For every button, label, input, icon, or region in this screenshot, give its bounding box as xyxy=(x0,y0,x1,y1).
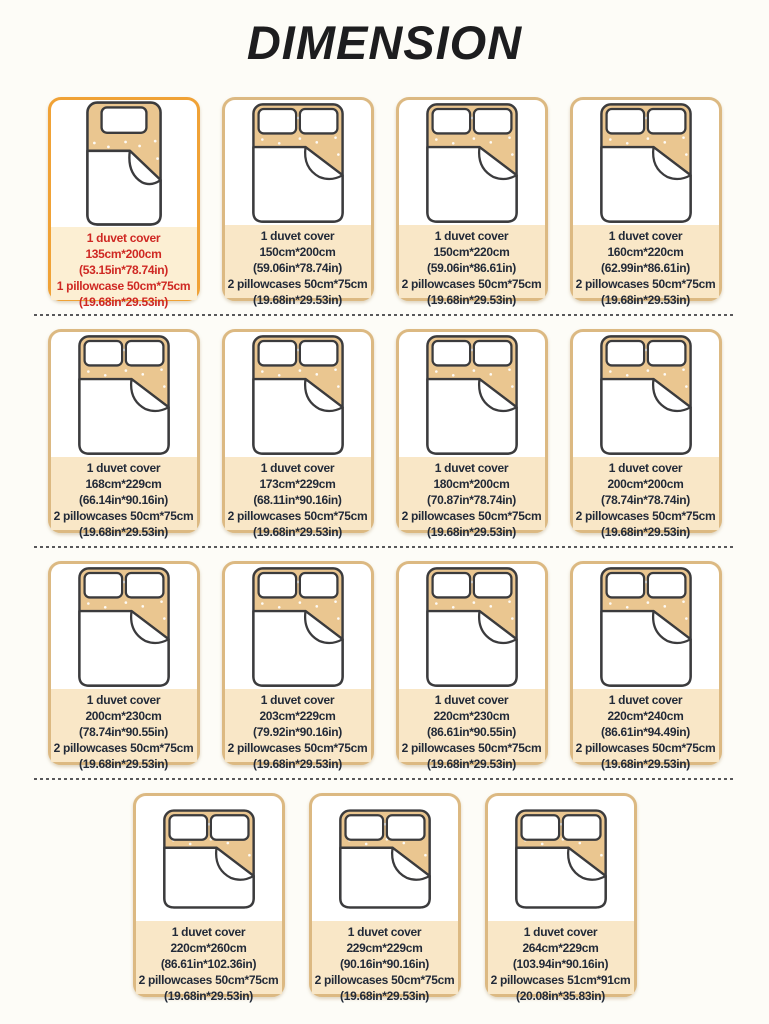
duvet-size-in: (86.61in*94.49in) xyxy=(601,725,690,739)
duvet-size-cm: 1 duvet cover 229cm*229cm xyxy=(346,925,423,955)
duvet-size-cm: 1 duvet cover 135cm*200cm xyxy=(85,231,162,261)
size-card xyxy=(222,97,374,307)
size-card xyxy=(222,329,374,539)
bed-illustration xyxy=(51,100,197,227)
duvet-size-cm: 1 duvet cover 220cm*230cm xyxy=(433,693,510,723)
pillowcase-size-in: (19.68in*29.53in) xyxy=(601,293,690,307)
bed-top-view-icon xyxy=(77,334,171,456)
bed-top-view-icon xyxy=(251,334,345,456)
size-label xyxy=(225,225,371,307)
size-label xyxy=(136,921,282,1003)
size-row-1 xyxy=(0,97,769,309)
duvet-size-cm: 1 duvet cover 160cm*220cm xyxy=(607,229,684,259)
duvet-size-in: (79.92in*90.16in) xyxy=(253,725,342,739)
dimension-grid xyxy=(0,97,769,1003)
duvet-size-cm: 1 duvet cover 220cm*240cm xyxy=(607,693,684,723)
pillowcase-size-in: (19.68in*29.53in) xyxy=(427,757,516,771)
size-label xyxy=(51,227,197,309)
duvet-size-cm: 1 duvet cover 220cm*260cm xyxy=(170,925,247,955)
size-row-3 xyxy=(0,561,769,771)
size-card xyxy=(48,561,200,771)
size-label xyxy=(225,689,371,771)
bed-top-view-icon xyxy=(514,808,608,910)
bed-top-view-icon xyxy=(162,808,256,910)
size-label xyxy=(399,225,545,307)
bed-illustration xyxy=(51,564,197,689)
bed-illustration xyxy=(488,796,634,921)
bed-illustration xyxy=(573,564,719,689)
pillowcase-size-in: (19.68in*29.53in) xyxy=(79,525,168,539)
bed-top-view-icon xyxy=(599,102,693,224)
duvet-size-in: (78.74in*78.74in) xyxy=(601,493,690,507)
bed-top-view-icon xyxy=(599,566,693,688)
row-separator xyxy=(34,778,736,780)
duvet-size-in: (62.99in*86.61in) xyxy=(601,261,690,275)
duvet-size-cm: 1 duvet cover 203cm*229cm xyxy=(259,693,336,723)
pillowcase-size-in: (19.68in*29.53in) xyxy=(253,757,342,771)
bed-illustration xyxy=(225,100,371,225)
bed-top-view-icon xyxy=(425,102,519,224)
bed-illustration xyxy=(399,100,545,225)
size-card xyxy=(396,561,548,771)
bed-illustration xyxy=(399,332,545,457)
pillowcase-size-in: (19.68in*29.53in) xyxy=(79,295,168,309)
size-card xyxy=(396,329,548,539)
pillowcase-size-in: (19.68in*29.53in) xyxy=(164,989,253,1003)
bed-top-view-icon xyxy=(425,566,519,688)
size-row-4 xyxy=(0,793,769,1003)
duvet-size-cm: 1 duvet cover 180cm*200cm xyxy=(433,461,510,491)
pillowcase-size-cm: 2 pillowcases 50cm*75cm xyxy=(53,741,194,755)
duvet-size-in: (103.94in*90.16in) xyxy=(512,957,609,971)
duvet-size-cm: 1 duvet cover 168cm*229cm xyxy=(85,461,162,491)
duvet-size-in: (90.16in*90.16in) xyxy=(340,957,429,971)
size-card xyxy=(570,561,722,771)
bed-top-view-icon xyxy=(251,566,345,688)
size-label xyxy=(51,689,197,771)
duvet-size-cm: 1 duvet cover 264cm*229cm xyxy=(522,925,599,955)
size-row-2 xyxy=(0,329,769,539)
pillowcase-size-cm: 1 pillowcase 50cm*75cm xyxy=(56,279,191,293)
duvet-size-in: (78.74in*90.55in) xyxy=(79,725,168,739)
bed-top-view-icon xyxy=(251,102,345,224)
bed-illustration xyxy=(573,100,719,225)
bed-top-view-icon xyxy=(338,808,432,910)
bed-illustration xyxy=(399,564,545,689)
pillowcase-size-in: (19.68in*29.53in) xyxy=(253,525,342,539)
bed-top-view-icon xyxy=(85,100,163,227)
duvet-size-in: (59.06in*86.61in) xyxy=(427,261,516,275)
bed-top-view-icon xyxy=(77,566,171,688)
pillowcase-size-cm: 2 pillowcases 50cm*75cm xyxy=(314,973,455,987)
bed-top-view-icon xyxy=(425,334,519,456)
bed-illustration xyxy=(312,796,458,921)
size-label xyxy=(225,457,371,539)
size-card xyxy=(396,97,548,307)
size-card xyxy=(133,793,285,1003)
pillowcase-size-cm: 2 pillowcases 50cm*75cm xyxy=(138,973,279,987)
duvet-size-in: (86.61in*102.36in) xyxy=(160,957,257,971)
pillowcase-size-in: (19.68in*29.53in) xyxy=(601,525,690,539)
pillowcase-size-in: (19.68in*29.53in) xyxy=(427,525,516,539)
pillowcase-size-in: (19.68in*29.53in) xyxy=(340,989,429,1003)
duvet-size-in: (59.06in*78.74in) xyxy=(253,261,342,275)
size-label xyxy=(51,457,197,539)
pillowcase-size-cm: 2 pillowcases 50cm*75cm xyxy=(53,509,194,523)
pillowcase-size-in: (19.68in*29.53in) xyxy=(253,293,342,307)
duvet-size-cm: 1 duvet cover 150cm*200cm xyxy=(259,229,336,259)
bed-illustration xyxy=(225,564,371,689)
duvet-size-in: (53.15in*78.74in) xyxy=(79,263,168,277)
pillowcase-size-in: (19.68in*29.53in) xyxy=(427,293,516,307)
duvet-size-in: (70.87in*78.74in) xyxy=(427,493,516,507)
size-label xyxy=(573,225,719,307)
bed-top-view-icon xyxy=(599,334,693,456)
pillowcase-size-cm: 2 pillowcases 50cm*75cm xyxy=(227,277,368,291)
duvet-size-cm: 1 duvet cover 173cm*229cm xyxy=(259,461,336,491)
size-card xyxy=(570,329,722,539)
duvet-size-in: (86.61in*90.55in) xyxy=(427,725,516,739)
duvet-size-cm: 1 duvet cover 150cm*220cm xyxy=(433,229,510,259)
duvet-size-cm: 1 duvet cover 200cm*200cm xyxy=(607,461,684,491)
row-separator xyxy=(34,546,736,548)
page-title: DIMENSION xyxy=(246,16,523,69)
size-card xyxy=(570,97,722,307)
duvet-size-in: (68.11in*90.16in) xyxy=(253,493,342,507)
size-label xyxy=(488,921,634,1003)
size-card xyxy=(309,793,461,1003)
size-label xyxy=(573,457,719,539)
pillowcase-size-cm: 2 pillowcases 50cm*75cm xyxy=(575,277,716,291)
pillowcase-size-cm: 2 pillowcases 50cm*75cm xyxy=(227,509,368,523)
pillowcase-size-cm: 2 pillowcases 50cm*75cm xyxy=(401,509,542,523)
pillowcase-size-cm: 2 pillowcases 50cm*75cm xyxy=(401,741,542,755)
pillowcase-size-in: (19.68in*29.53in) xyxy=(79,757,168,771)
duvet-size-cm: 1 duvet cover 200cm*230cm xyxy=(85,693,162,723)
size-card xyxy=(48,97,200,309)
pillowcase-size-cm: 2 pillowcases 50cm*75cm xyxy=(575,509,716,523)
size-card xyxy=(485,793,637,1003)
size-label xyxy=(573,689,719,771)
size-label xyxy=(312,921,458,1003)
pillowcase-size-cm: 2 pillowcases 50cm*75cm xyxy=(401,277,542,291)
bed-illustration xyxy=(51,332,197,457)
size-label xyxy=(399,457,545,539)
pillowcase-size-cm: 2 pillowcases 50cm*75cm xyxy=(227,741,368,755)
size-card xyxy=(48,329,200,539)
pillowcase-size-in: (19.68in*29.53in) xyxy=(601,757,690,771)
size-card xyxy=(222,561,374,771)
pillowcase-size-in: (20.08in*35.83in) xyxy=(516,989,605,1003)
duvet-size-in: (66.14in*90.16in) xyxy=(79,493,168,507)
bed-illustration xyxy=(136,796,282,921)
size-label xyxy=(399,689,545,771)
pillowcase-size-cm: 2 pillowcases 51cm*91cm xyxy=(490,973,631,987)
bed-illustration xyxy=(573,332,719,457)
bed-illustration xyxy=(225,332,371,457)
pillowcase-size-cm: 2 pillowcases 50cm*75cm xyxy=(575,741,716,755)
row-separator xyxy=(34,314,736,316)
